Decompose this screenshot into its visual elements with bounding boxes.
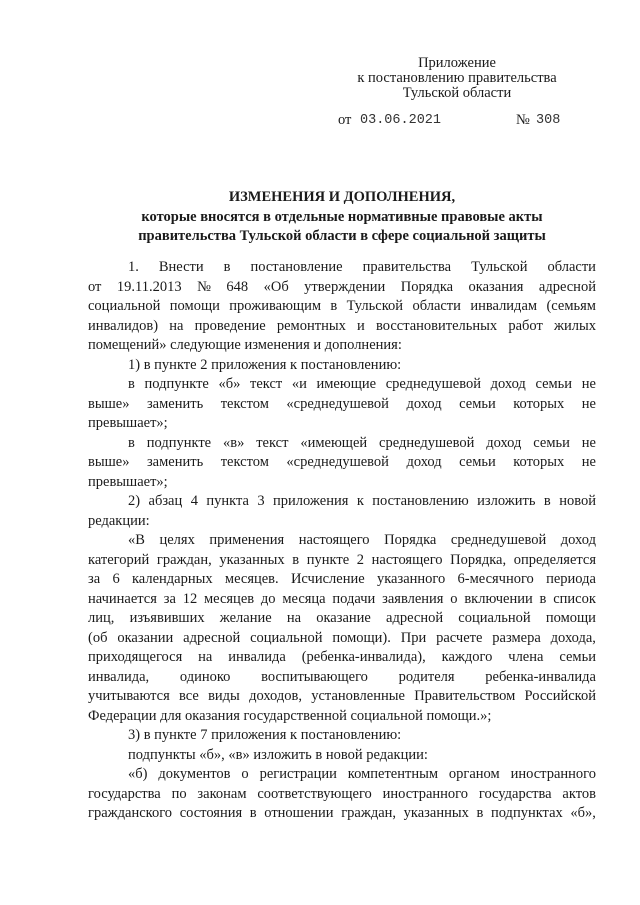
body-line: редакции: bbox=[88, 512, 150, 529]
date-from-label: от bbox=[338, 112, 352, 128]
body-line: в подпункте «б» текст «и имеющие среднедушевой доход семьи не bbox=[128, 376, 596, 392]
body-line: превышает»; bbox=[88, 473, 168, 490]
body-line: лиц, изъявивших желание на оказание адресной социальной помощи bbox=[88, 610, 596, 626]
title-line-2: которые вносятся в отдельные нормативные правовые акты bbox=[141, 208, 543, 225]
body-line: «б) документов о регистрации компетентным органом иностранного bbox=[128, 766, 596, 782]
title-line-3: правительства Тульской области в сфере социальной защиты bbox=[138, 228, 546, 244]
appendix-header bbox=[330, 56, 584, 101]
appendix-title: Приложение bbox=[418, 55, 496, 71]
number-label: № bbox=[516, 112, 530, 128]
appendix-region: Тульской области bbox=[402, 85, 512, 101]
document-body bbox=[88, 258, 596, 824]
title-line-1: ИЗМЕНЕНИЯ И ДОПОЛНЕНИЯ, bbox=[228, 189, 456, 205]
body-line: (об оказании адресной социальной помощи). При расчете размера дохода, bbox=[88, 629, 596, 646]
body-line: превышает»; bbox=[88, 415, 168, 431]
body-line: выше» заменить текстом «среднедушевой доход семьи которых не bbox=[88, 395, 596, 412]
body-line: социальной помощи проживающим в Тульской области инвалидам (семьям bbox=[88, 298, 596, 314]
body-line: государства по законам соответствующего иностранного государства актов bbox=[88, 785, 596, 802]
body-line: начинается за 12 месяцев до месяца подачи заявления о включении в список bbox=[88, 590, 596, 607]
body-line: приходящегося на инвалида (ребенка-инвалида), каждого члена семьи bbox=[88, 649, 596, 665]
body-line: категорий граждан, указанных в пункте 2 настоящего Порядка, определяется bbox=[88, 551, 596, 568]
date-value: 03.06.2021 bbox=[360, 113, 442, 128]
document-title bbox=[88, 188, 596, 247]
body-line: «В целях применения настоящего Порядка среднедушевой доход bbox=[128, 532, 596, 548]
body-line: Федерации для оказания государственной социальной помощи.»; bbox=[88, 707, 492, 724]
body-line: 1. Внести в постановление правительства Тульской области bbox=[128, 259, 596, 275]
body-line: 3) в пункте 7 приложения к постановлению: bbox=[128, 727, 402, 743]
number-value: 308 bbox=[536, 113, 561, 128]
body-line: 1) в пункте 2 приложения к постановлению: bbox=[128, 356, 402, 373]
body-line: от 19.11.2013 № 648 «Об утверждении Порядка оказания адресной bbox=[88, 278, 596, 295]
body-line: гражданского состояния в отношении граждан, указанных в подпунктах «б», bbox=[88, 805, 596, 821]
body-line: инвалидов) на проведение ремонтных и восстановительных работ жилых bbox=[88, 317, 596, 334]
body-line: за 6 календарных месяцев. Исчисление указанного 6-месячного периода bbox=[88, 571, 596, 587]
body-line: подпункты «б», «в» изложить в новой редакции: bbox=[128, 746, 428, 763]
body-line: помещений» следующие изменения и дополнения: bbox=[88, 337, 402, 353]
body-line: инвалида, одиноко воспитывающего родителя ребенка-инвалида bbox=[88, 668, 596, 685]
appendix-subtitle: к постановлению правительства bbox=[357, 70, 557, 86]
body-line: в подпункте «в» текст «имеющей среднедушевой доход семьи не bbox=[128, 434, 596, 451]
body-line: 2) абзац 4 пункта 3 приложения к постановлению изложить в новой bbox=[128, 493, 596, 509]
body-line: выше» заменить текстом «среднедушевой доход семьи которых не bbox=[88, 454, 596, 470]
body-line: учитываются все виды доходов, установленные Правительством Российской bbox=[88, 688, 596, 704]
